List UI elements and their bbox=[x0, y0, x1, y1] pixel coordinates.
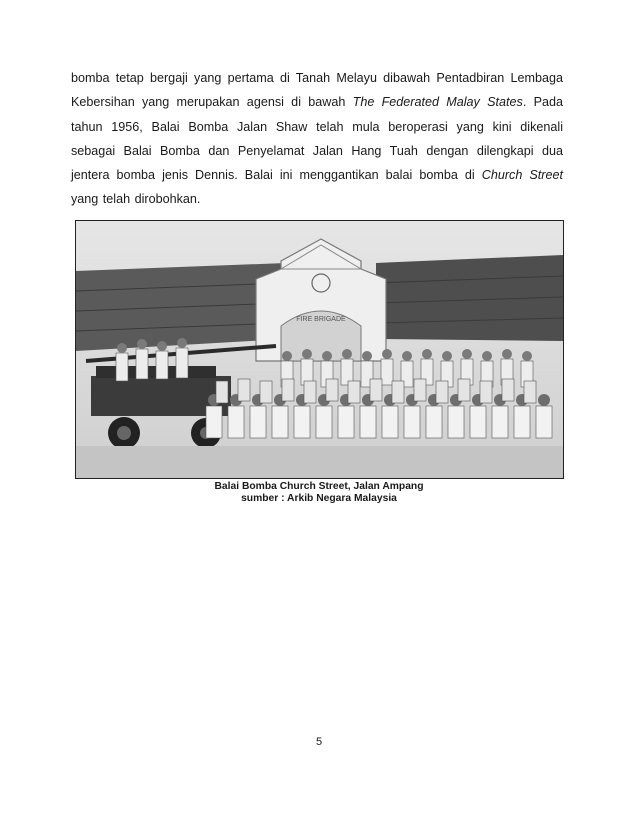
paragraph-italic-1: The Federated Malay States bbox=[352, 95, 523, 110]
paragraph-text-2: . Pada tahun 1956, Balai Bomba Jalan Shaw telah mula beroperasi yang kini dikenali sebagai Balai Bomba dan Penyelamat Jalan Hang Tuah dengan dilengkapi dua jentera bomba jenis Dennis. Balai ini menggantikan balai bomba di bbox=[71, 95, 564, 183]
paragraph-text-1: bomba tetap bergaji yang pertama di Tanah Melayu dibawah Pentadbiran Lembaga Kebersihan yang merupakan agensi di bawah bbox=[71, 71, 563, 110]
fire-station-photo bbox=[76, 221, 563, 478]
paragraph-text-3: yang telah dirobohkan. bbox=[71, 192, 201, 207]
page-number: 5 bbox=[315, 736, 323, 748]
photo-caption-source: sumber : Arkib Negara Malaysia bbox=[241, 493, 397, 504]
building-sign-text: FIRE BRIGADE bbox=[296, 316, 346, 323]
paragraph-italic-2: Church Street bbox=[481, 168, 563, 183]
historical-photo bbox=[75, 220, 564, 479]
body-paragraph bbox=[71, 66, 563, 212]
photo-caption-title: Balai Bomba Church Street, Jalan Ampang bbox=[214, 481, 424, 492]
